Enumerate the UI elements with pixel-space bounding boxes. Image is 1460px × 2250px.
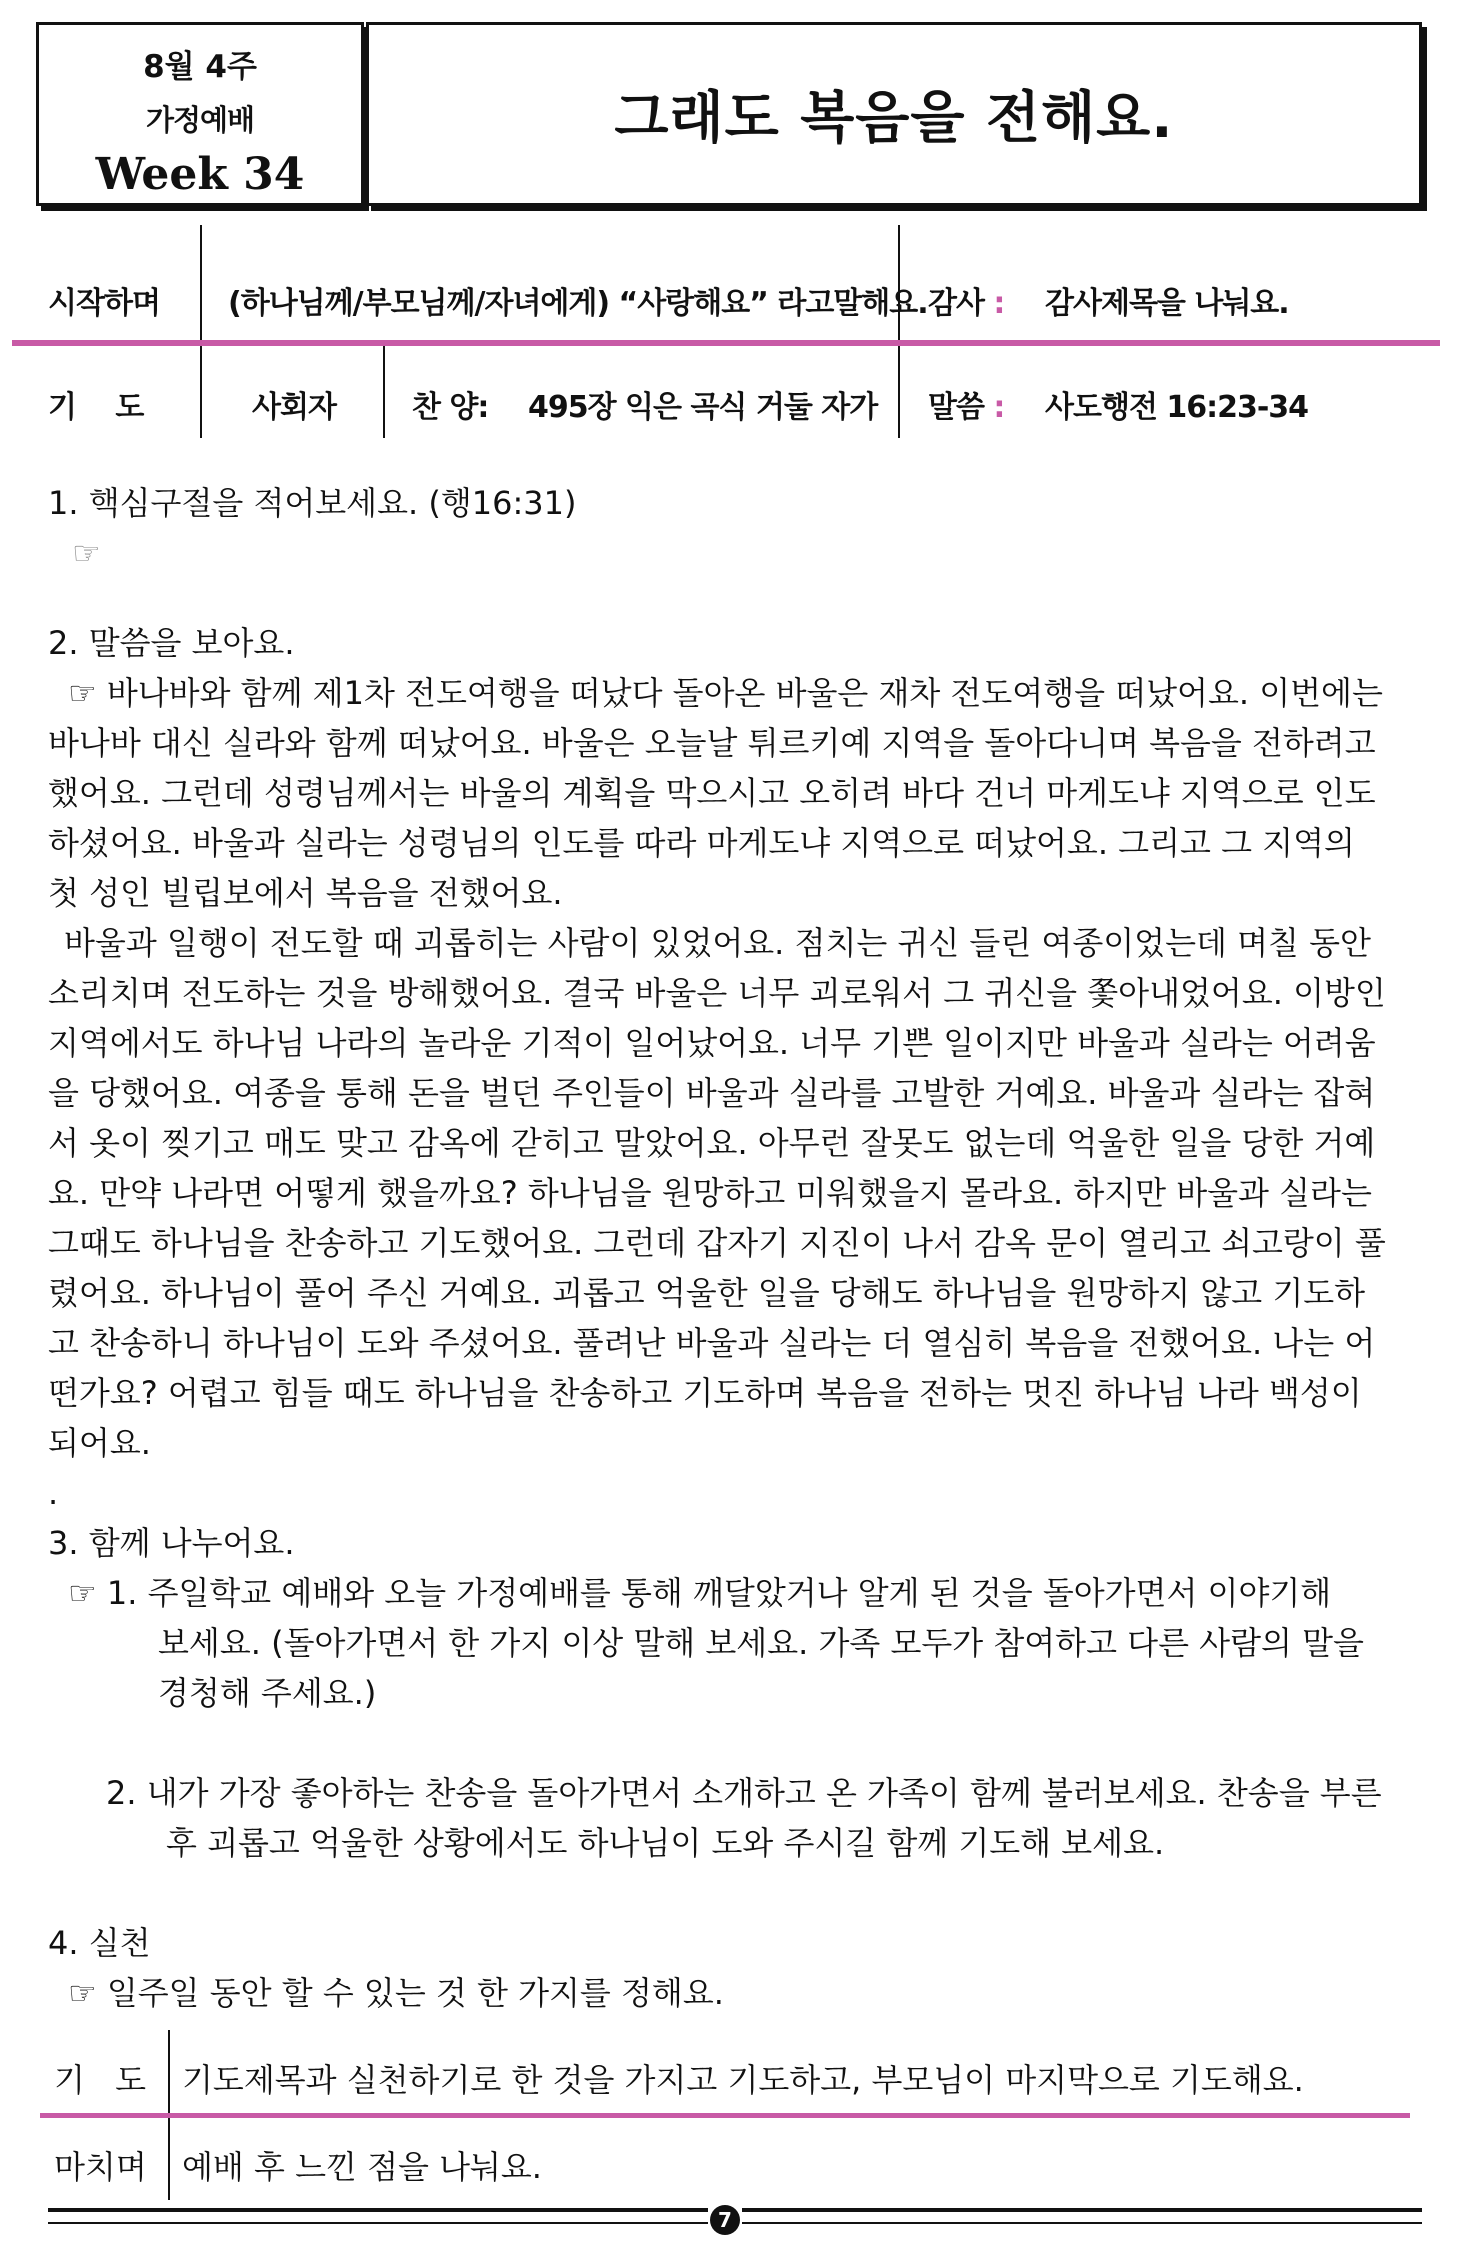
body-line: 했어요. 그런데 성령님께서는 바울의 계획을 막으시고 오히려 바다 건너 마게도냐 지역으로 인도: [48, 774, 1376, 812]
title-box: [366, 22, 1422, 206]
footer-prayer-text: 기도제목과 실천하기로 한 것을 가지고 기도하고, 부모님이 마지막으로 기도해요.: [182, 2061, 1304, 2099]
body-line: 요. 만약 나라면 어떻게 했을까요? 하나님을 원망하고 미워했을지 몰라요. 하지만 바울과 실라는: [48, 1174, 1372, 1212]
section-3: [48, 1518, 1418, 1868]
start-label: 시작하며: [48, 286, 160, 321]
prayer-label: 기 도: [48, 390, 144, 425]
bottom-rule: [742, 2208, 1422, 2212]
share-item-1: 보세요. (돌아가면서 한 가지 이상 말해 보세요. 가족 모두가 참여하고 다른 사람의 말을: [158, 1624, 1364, 1662]
section-1-heading: 1. 핵심구절을 적어보세요. (행16:31): [48, 484, 577, 522]
body-line: 첫 성인 빌립보에서 복음을 전했어요.: [48, 874, 563, 912]
week-number: Week 34: [95, 149, 305, 200]
word-label: 말씀 :: [928, 390, 1005, 425]
week-date: 8월 4주: [143, 49, 257, 85]
body-line: 바울과 일행이 전도할 때 괴롭히는 사람이 있었어요. 점치는 귀신 들린 여종이었는데 며칠 동안: [64, 924, 1371, 962]
table-divider: [200, 225, 202, 438]
bottom-rule: [48, 2208, 708, 2212]
week-box: [36, 22, 364, 206]
body-line: 바나바 대신 실라와 함께 떠났어요. 바울은 오늘날 튀르키예 지역을 돌아다니며 복음을 전하려고: [48, 724, 1376, 762]
hymn-label: 찬 양:: [412, 390, 489, 425]
thanks-text: 감사제목을 나눠요.: [1045, 286, 1289, 321]
hymn-text: 495장 익은 곡식 거둘 자가: [528, 390, 878, 425]
footer-closing-label: 마치며: [54, 2148, 147, 2186]
body-line: 서 옷이 찢기고 매도 맞고 감옥에 갇히고 말았어요. 아무런 잘못도 없는데 억울한 일을 당한 거예: [48, 1124, 1376, 1162]
section-4: [48, 1918, 1418, 2018]
pointer-icon: ☞: [72, 534, 101, 572]
body-line: 을 당했어요. 여종을 통해 돈을 벌던 주인들이 바울과 실라를 고발한 거예요. 바울과 실라는 잡혀: [48, 1074, 1376, 1112]
host-label: 사회자: [252, 390, 336, 425]
footer-separator: [40, 2113, 1410, 2118]
bottom-rule: [742, 2222, 1422, 2224]
footer-closing-text: 예배 후 느낀 점을 나눠요.: [182, 2148, 542, 2186]
body-line: 고 찬송하니 하나님이 도와 주셨어요. 풀려난 바울과 실라는 더 열심히 복음을 전했어요. 나는 어: [48, 1324, 1376, 1362]
body-line: 소리치며 전도하는 것을 방해했어요. 결국 바울은 너무 괴로워서 그 귀신을 쫓아내었어요. 이방인: [48, 974, 1386, 1012]
body-line: .: [48, 1474, 59, 1512]
body-line: 지역에서도 하나님 나라의 놀라운 기적이 일어났어요. 너무 기쁜 일이지만 바울과 실라는 어려움: [48, 1024, 1376, 1062]
page-number: 7: [710, 2205, 740, 2235]
footer-prayer-label: 기 도: [54, 2061, 146, 2099]
section-2-heading: 2. 말씀을 보아요.: [48, 624, 295, 662]
body-line: 렸어요. 하나님이 풀어 주신 거예요. 괴롭고 억울한 일을 당해도 하나님을 원망하지 않고 기도하: [48, 1274, 1366, 1312]
scripture-reference: 사도행전 16:23-34: [1045, 390, 1309, 425]
start-text: (하나님께/부모님께/자녀에게) “사랑해요” 라고말해요.: [228, 286, 928, 321]
share-item-2: 2. 내가 가장 좋아하는 찬송을 돌아가면서 소개하고 온 가족이 함께 불러보세요. 찬송을 부른: [106, 1774, 1382, 1812]
section-3-heading: 3. 함께 나누어요.: [48, 1524, 295, 1562]
section-4-heading: 4. 실천: [48, 1924, 151, 1962]
practice-line: ☞ 일주일 동안 할 수 있는 것 한 가지를 정해요.: [68, 1974, 724, 2012]
body-line: 되어요.: [48, 1424, 151, 1462]
section-2: [48, 618, 1418, 1518]
body-line: 그때도 하나님을 찬송하고 기도했어요. 그런데 갑자기 지진이 나서 감옥 문이 열리고 쇠고랑이 풀: [48, 1224, 1386, 1262]
body-line: ☞ 바나바와 함께 제1차 전도여행을 떠났다 돌아온 바울은 재차 전도여행을 떠났어요. 이번에는: [68, 674, 1383, 712]
thanks-label: 감사 :: [928, 286, 1005, 321]
table-divider: [383, 345, 385, 438]
share-item-1: 경청해 주세요.): [158, 1674, 377, 1712]
section-1: [48, 478, 1418, 578]
body-line: 떤가요? 어렵고 힘들 때도 하나님을 찬송하고 기도하며 복음을 전하는 멋진 하나님 나라 백성이: [48, 1374, 1362, 1412]
worship-type: 가정예배: [145, 103, 255, 137]
share-item-1: ☞ 1. 주일학교 예배와 오늘 가정예배를 통해 깨달았거나 알게 된 것을 돌아가면서 이야기해: [68, 1574, 1332, 1612]
share-item-2: 후 괴롭고 억울한 상황에서도 하나님이 도와 주시길 함께 기도해 보세요.: [166, 1824, 1165, 1862]
bottom-rule: [48, 2222, 708, 2224]
table-row-separator: [12, 340, 1440, 346]
body-line: 하셨어요. 바울과 실라는 성령님의 인도를 따라 마게도냐 지역으로 떠났어요. 그리고 그 지역의: [48, 824, 1355, 862]
table-divider: [898, 225, 900, 438]
page-title: 그래도 복음을 전해요.: [614, 86, 1174, 151]
